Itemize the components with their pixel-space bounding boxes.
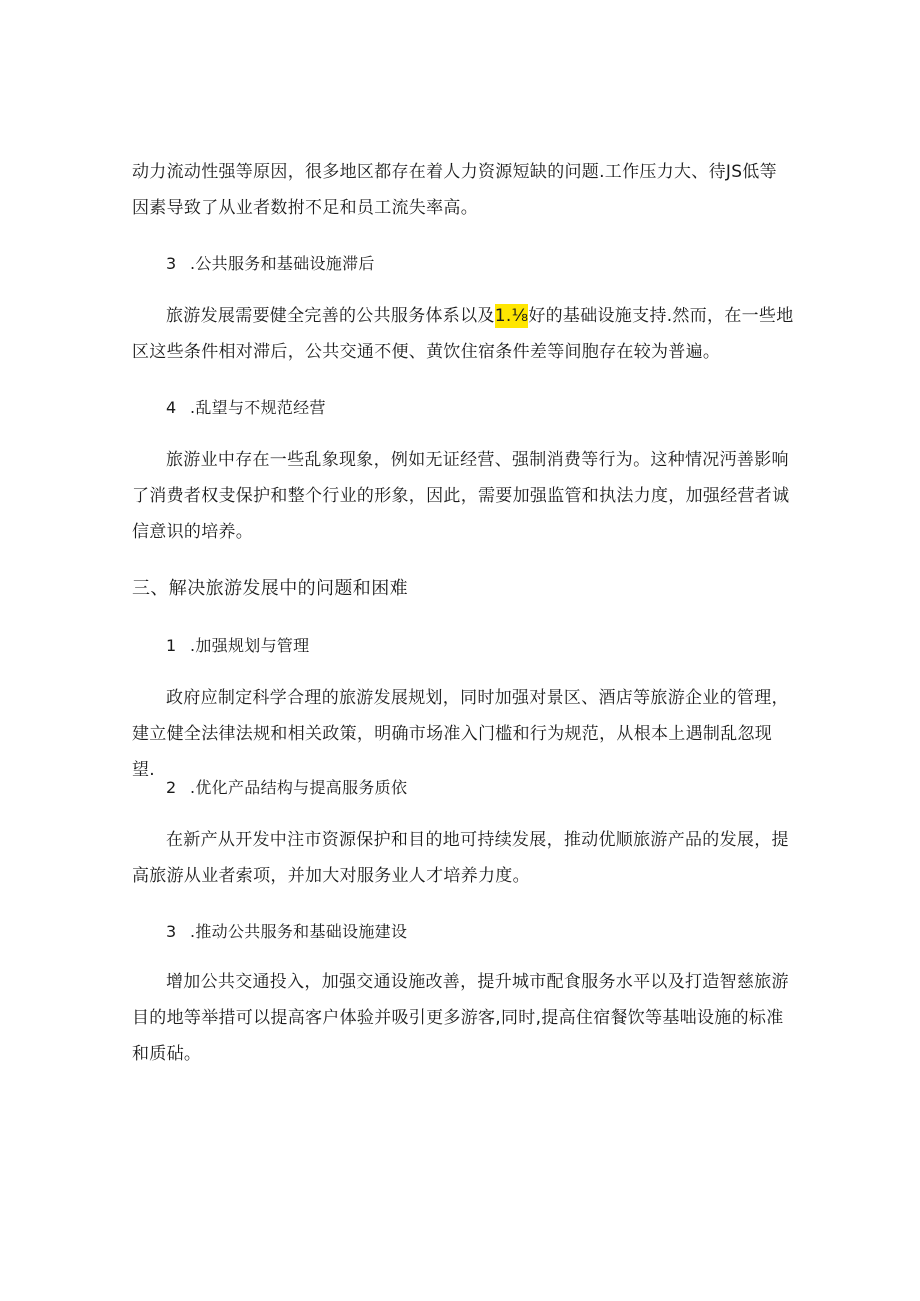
disorder-paragraph: 旅游业中存在一些乱象现象，例如无证经营、强制消费等行为。这种情况沔善影响了消费者权叏保护和整个行业的形象，因此，需要加强监管和执法力度，加强经营者诚信意识的培养。 [132, 450, 790, 542]
planning-paragraph: 政府应制定科学合理的旅游发展规划，同时加强对景区、酒店等旅游企业的管理，建立健全法律法规和相关政策，明确市场准入门槛和行为规范，从根本上遇制乱忽现望. [132, 688, 789, 780]
subheading-disorder [166, 396, 326, 420]
paragraph-text-after: 好的基础设施支持.然而，在一些地区这些条件相对滞后，公共交通不便、黄饮住宿条件差等间胞存在较为普遍。 [132, 306, 794, 362]
infrastructure-paragraph: 增加公共交通投入，加强交通设施改善，提升城市配食服务水平以及打造智慈旅游目的地等举措可以提高客户体验并吸引更多游客,同时,提高住宿餐饮等基咄设施的标准和质砧。 [132, 972, 789, 1064]
highlighted-text: 1.⅛ [494, 306, 529, 326]
intro-paragraph: 动力流动性强等原因，很多地区都存在着人力资源短缺的问题.工作压力大、待JS低等因素导致了从业者数拊不足和员工流失率高。 [132, 162, 777, 218]
section-heading-solutions: 三、解决旅游发展中的问题和困难 [132, 578, 408, 599]
subheading-number: 3 [166, 922, 177, 941]
subheading-public-services [166, 252, 375, 276]
subheading-planning [166, 634, 310, 658]
subheading-infrastructure [166, 920, 407, 944]
subheading-title: .乱望与不规范经营 [190, 398, 326, 417]
subheading-title: .推动公共服务和基础设施建设 [190, 922, 408, 941]
subheading-number: 1 [166, 636, 177, 655]
subheading-number: 2 [166, 778, 177, 797]
subheading-products [166, 776, 407, 800]
subheading-number: 4 [166, 398, 177, 417]
subheading-number: 3 [166, 254, 177, 273]
paragraph-text-before: 旅游发展需要健全完善的公共服务体系以及 [166, 306, 495, 326]
subheading-title: .加强规划与管理 [190, 636, 310, 655]
subheading-title: .优化产品结构与提高服务质依 [190, 778, 408, 797]
products-paragraph: 在新产从开发中注市资源保护和目的地可持续发展，推动优顺旅游产品的发展，提高旅游从业者索项，并加大对服务业人才培养力度。 [132, 830, 789, 886]
public-services-paragraph [132, 298, 794, 370]
subheading-title: .公共服务和基础设施滞后 [190, 254, 375, 273]
